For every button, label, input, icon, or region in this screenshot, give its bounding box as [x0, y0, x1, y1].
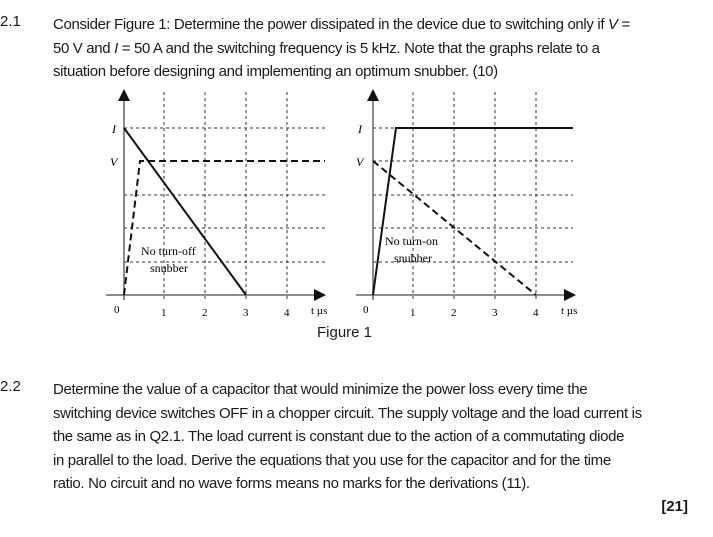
- right-tick-4: 4: [533, 307, 539, 319]
- right-current-curve: [373, 128, 573, 295]
- right-tick-3: 3: [492, 307, 498, 319]
- right-label-i: I: [358, 122, 362, 136]
- question-2-2-text: [53, 378, 703, 496]
- right-grid: [373, 92, 573, 300]
- right-annotation-line-1: No turn-on: [385, 234, 438, 248]
- right-graph-turn-on: [356, 92, 577, 319]
- left-annotation-line-1: No turn-off: [141, 244, 196, 258]
- right-tick-2: 2: [451, 307, 457, 319]
- left-tick-3: 3: [243, 307, 249, 319]
- question-2-1-line-2: 50 V and I = 50 A and the switching frequency is 5 kHz. Note that the graphs relate to a: [53, 39, 600, 57]
- question-number-2-2: 2.2: [0, 378, 21, 395]
- question-2-2-line-5: ratio. No circuit and no wave forms means no marks for the derivations (11).: [53, 475, 530, 492]
- left-axis-unit: t µs: [311, 305, 328, 317]
- left-origin: 0: [114, 304, 120, 316]
- right-label-v: V: [356, 155, 364, 169]
- left-tick-1: 1: [161, 307, 167, 319]
- question-2-2-line-4: in parallel to the load. Derive the equations that you use for the capacitor and for the time: [53, 451, 611, 469]
- question-2-2-line-2: switching device switches OFF in a chopper circuit. The supply voltage and the load current is: [53, 404, 642, 422]
- question-2-1-line-1: Consider Figure 1: Determine the power dissipated in the device due to switching only if V =: [53, 16, 630, 33]
- question-2-2-line-1: Determine the value of a capacitor that would minimize the power loss every time the: [53, 381, 588, 398]
- question-number-2-1: 2.1: [0, 13, 21, 30]
- left-tick-2: 2: [202, 307, 208, 319]
- left-label-i: I: [112, 122, 116, 136]
- right-origin: 0: [363, 304, 369, 316]
- right-tick-1: 1: [410, 307, 416, 319]
- left-tick-4: 4: [284, 307, 290, 319]
- question-2-1-line-3: situation before designing and implementing an optimum snubber. (10): [53, 63, 498, 80]
- left-annotation-line-2: snubber: [150, 261, 188, 275]
- right-annotation-line-2: snubber: [394, 251, 432, 265]
- left-graph-turn-off: [106, 92, 327, 319]
- right-axis-unit: t µs: [561, 305, 578, 317]
- figure-caption: Figure 1: [317, 324, 373, 341]
- left-label-v: V: [110, 155, 118, 169]
- question-2-2-line-3: the same as in Q2.1. The load current is constant due to the action of a commutating diode: [53, 428, 625, 445]
- total-marks: [21]: [661, 498, 688, 515]
